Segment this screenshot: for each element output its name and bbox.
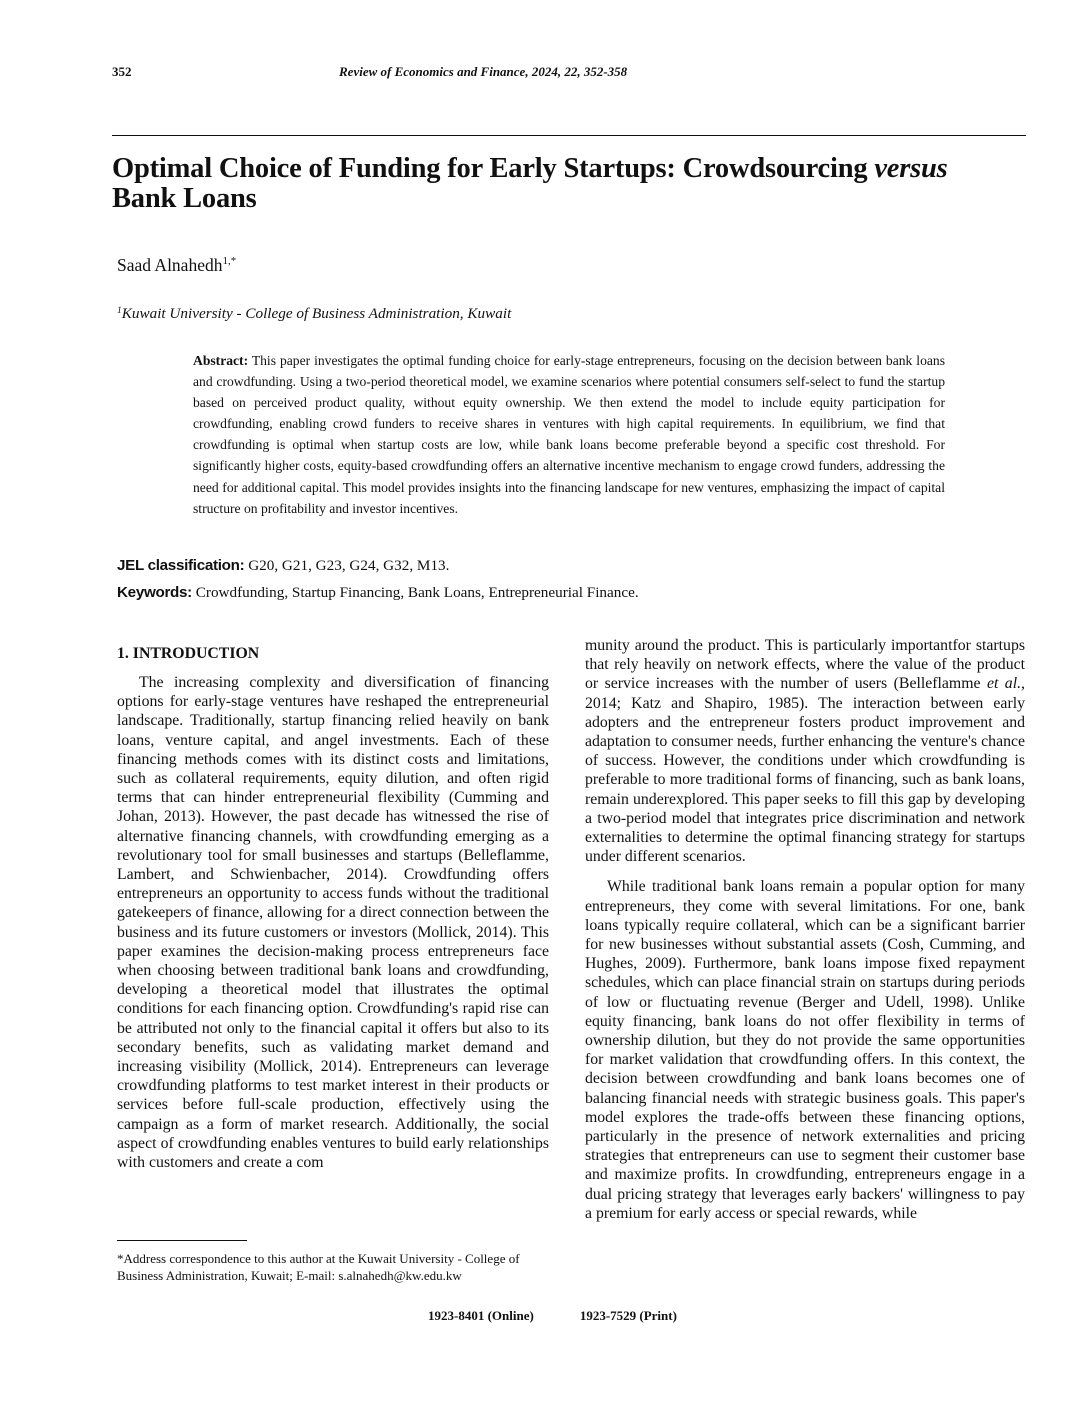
issn-print: 1923-7529 (Print): [579, 1308, 677, 1323]
paragraph-continued: [585, 636, 1025, 866]
paragraph: The increasing complexity and diversification of financing options for early-stage ventures have reshaped the entrepreneurial landscape. Traditionally, startup financing relied heavily on bank loans, venture capital, and angel investments. Each of these financing methods comes with its distinct costs and limitations, such as collateral requirements, equity dilution, and often rigid terms that can hinder entrepreneurial flexibility (Cumming and Johan, 2013). However, the past decade has witnessed the rise of alternative financing channels, with crowdfunding emerging as a revolutionary tool for small businesses and startups (Belleflamme, Lambert, and Schwienbacher, 2014). Crowdfunding offers entrepreneurs an opportunity to access funds without the traditional gatekeepers of finance, allowing for a direct connection between the business and its future customers or investors (Mollick, 2014). This paper examines the decision-making process entrepreneurs face when choosing between traditional bank loans and crowdfunding, developing a theoretical model that illustrates the optimal conditions for each financing option. Crowdfunding's rapid rise can be attributed not only to the financial capital it offers but also to its secondary benefits, such as validating market demand and increasing visibility (Mollick, 2014). Entrepreneurs can leverage crowdfunding platforms to test market interest in their products or services before full-scale production, effectively using the campaign as a form of market research. Additionally, the social aspect of crowdfunding enables ventures to build early relationships with customers and create a com: [117, 674, 549, 1172]
issn-footer: [428, 1308, 677, 1324]
author-name: Saad Alnahedh: [117, 255, 223, 275]
footnote-rule: [117, 1240, 247, 1241]
page-number: 352: [112, 64, 132, 79]
affiliation: [117, 305, 511, 323]
paragraph-text: munity around the product. This is particularly importantfor startups that rely heavily on network effects, where the value of the product or service increases with the number of users (Belleflamme: [585, 637, 1025, 693]
header-rule: [112, 135, 1026, 136]
body-column-right: [585, 636, 1025, 1223]
keywords-text: Crowdfunding, Startup Financing, Bank Loans, Entrepreneurial Finance.: [195, 584, 639, 601]
keywords: [117, 584, 639, 602]
abstract: [193, 350, 945, 519]
abstract-label: Abstract:: [193, 353, 249, 368]
author: [117, 255, 236, 276]
body-column-left: [117, 673, 549, 1172]
abstract-text: This paper investigates the optimal funding choice for early-stage entrepreneurs, focusing on the decision between bank loans and crowdfunding. Using a two-period theoretical model, we examine scenarios where potential consumers self-select to fund the startup based on perceived product quality, without equity ownership. We then extend the model to include equity participation for crowdfunding, enabling crowd funders to receive shares in ventures with high capital requirements. In equilibrium, we find that crowdfunding is optimal when startup costs are low, while bank loans become preferable beyond a specific cost threshold. For significantly higher costs, equity-based crowdfunding offers an alternative incentive mechanism to engage crowd funders, addressing the need for additional capital. This model provides insights into the financing landscape for new ventures, emphasizing the impact of capital structure on profitability and investor incentives.: [193, 353, 945, 516]
author-marks: 1,*: [222, 255, 237, 267]
section-heading: 1. INTRODUCTION: [117, 645, 260, 662]
title-line2: Bank Loans: [112, 183, 257, 214]
et-al: et al.: [986, 675, 1022, 693]
jel-label: JEL classification:: [117, 557, 245, 574]
keywords-label: Keywords:: [117, 584, 192, 601]
journal-citation: Review of Economics and Finance, 2024, 22, 352-358: [339, 64, 628, 79]
paper-title: [112, 154, 1028, 214]
jel-text: G20, G21, G23, G24, G32, M13.: [248, 557, 450, 574]
footnote: *Address correspondence to this author at the Kuwait University - College of Business Administration, Kuwait; E-mail: s.alnahedh@kw.edu.kw: [117, 1251, 520, 1283]
title-main: Optimal Choice of Funding for Early Startups: Crowdsourcing: [112, 153, 875, 184]
title-italic: versus: [874, 153, 948, 184]
affiliation-text: Kuwait University - College of Business Administration, Kuwait: [121, 305, 512, 322]
paragraph-text: , 2014; Katz and Shapiro, 1985). The interaction between early adopters and the entrepreneur fosters product improvement and adaptation to consumer needs, further enhancing the venture's chance of success. However, the conditions under which crowdfunding is preferable to more traditional forms of financing, such as bank loans, remain underexplored. This paper seeks to fill this gap by developing a two-period model that integrates price discrimination and network externalities to determine the optimal financing strategy for startups under different scenarios.: [585, 675, 1025, 866]
paragraph: While traditional bank loans remain a popular option for many entrepreneurs, they come with several limitations. For one, bank loans typically require collateral, which can be a significant barrier for new businesses without substantial assets (Cosh, Cumming, and Hughes, 2009). Furthermore, bank loans impose fixed repayment schedules, which can place financial strain on startups during periods of low or fluctuating revenue (Berger and Udell, 1998). Unlike equity financing, bank loans do not offer flexibility in terms of ownership dilution, but they do not provide the same opportunities for market validation that crowdfunding offers. In this context, the decision between crowdfunding and bank loans becomes one of balancing financial needs with strategic business goals. This paper's model explores the trade-offs between these financing options, particularly in the presence of network externalities and pricing strategies that entrepreneurs can use to segment their customer base and maximize profits. In crowdfunding, entrepreneurs engage in a dual pricing strategy that leverages early backers' willingness to pay a premium for early access or special rewards, while: [585, 878, 1025, 1222]
affiliation-mark: 1: [117, 306, 122, 316]
issn-online: 1923-8401 (Online): [428, 1308, 534, 1323]
jel-classification: [117, 557, 449, 575]
